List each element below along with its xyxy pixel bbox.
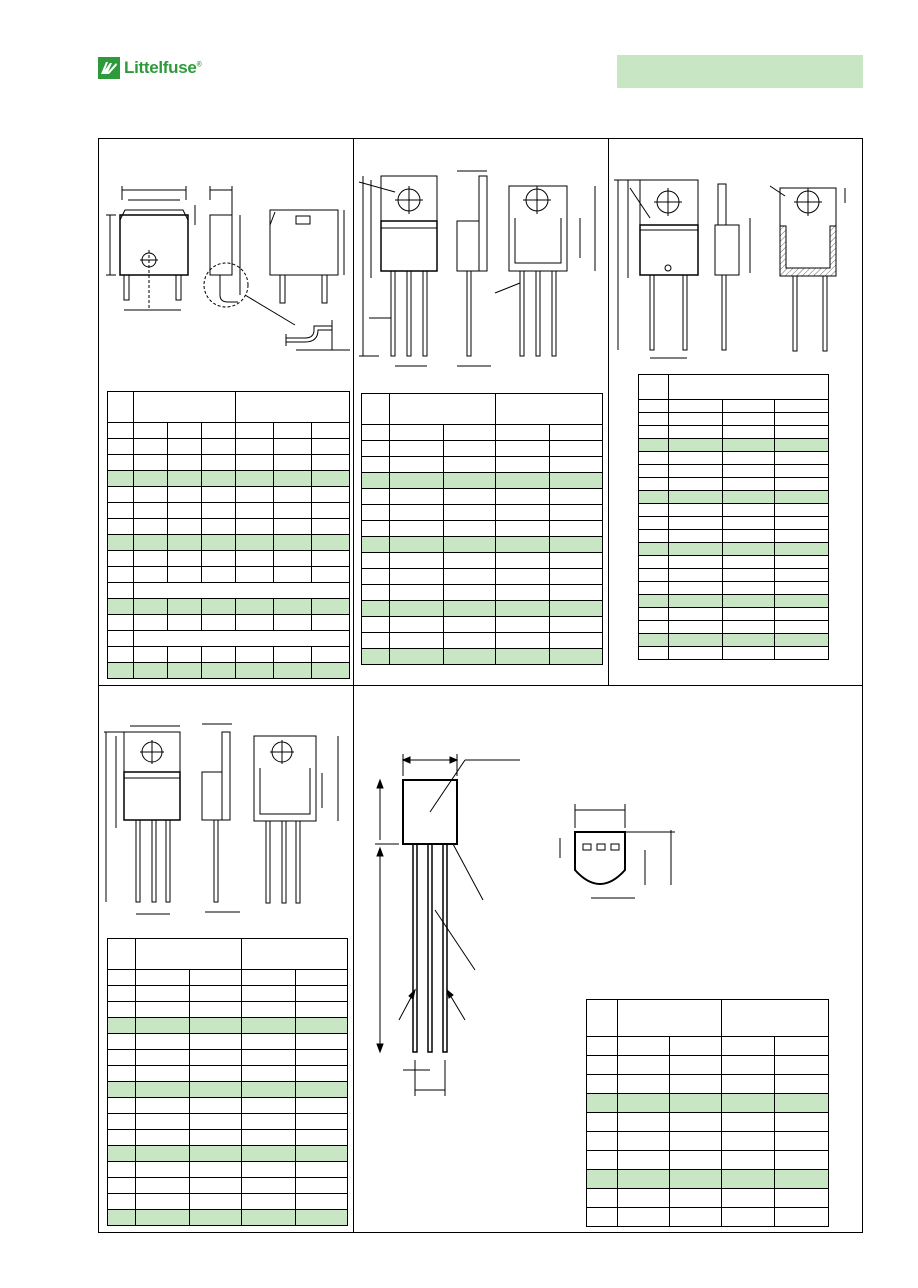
header-title-bar (617, 55, 863, 88)
brand-logo (98, 57, 201, 79)
dimensions-table-4 (107, 938, 348, 1226)
panel-top-left (100, 170, 352, 360)
to-220-isolated-package-outline-icon (610, 168, 862, 368)
divider (608, 138, 609, 686)
panel-top-middle (355, 168, 607, 378)
to-220-package-outline-icon (100, 718, 352, 923)
to-220-package-outline-icon (355, 168, 607, 378)
dimensions-table-5 (586, 999, 829, 1227)
dimensions-table-1 (107, 391, 350, 679)
dimensions-table-3 (638, 374, 829, 660)
to-252-package-outline-icon (100, 170, 352, 360)
dimensions-table-2 (361, 393, 603, 665)
littelfuse-logo-icon (98, 57, 120, 79)
panel-top-right (610, 168, 862, 368)
brand-name: Littelfuse® (124, 58, 202, 77)
panel-bottom-left (100, 718, 352, 923)
divider (98, 685, 863, 686)
